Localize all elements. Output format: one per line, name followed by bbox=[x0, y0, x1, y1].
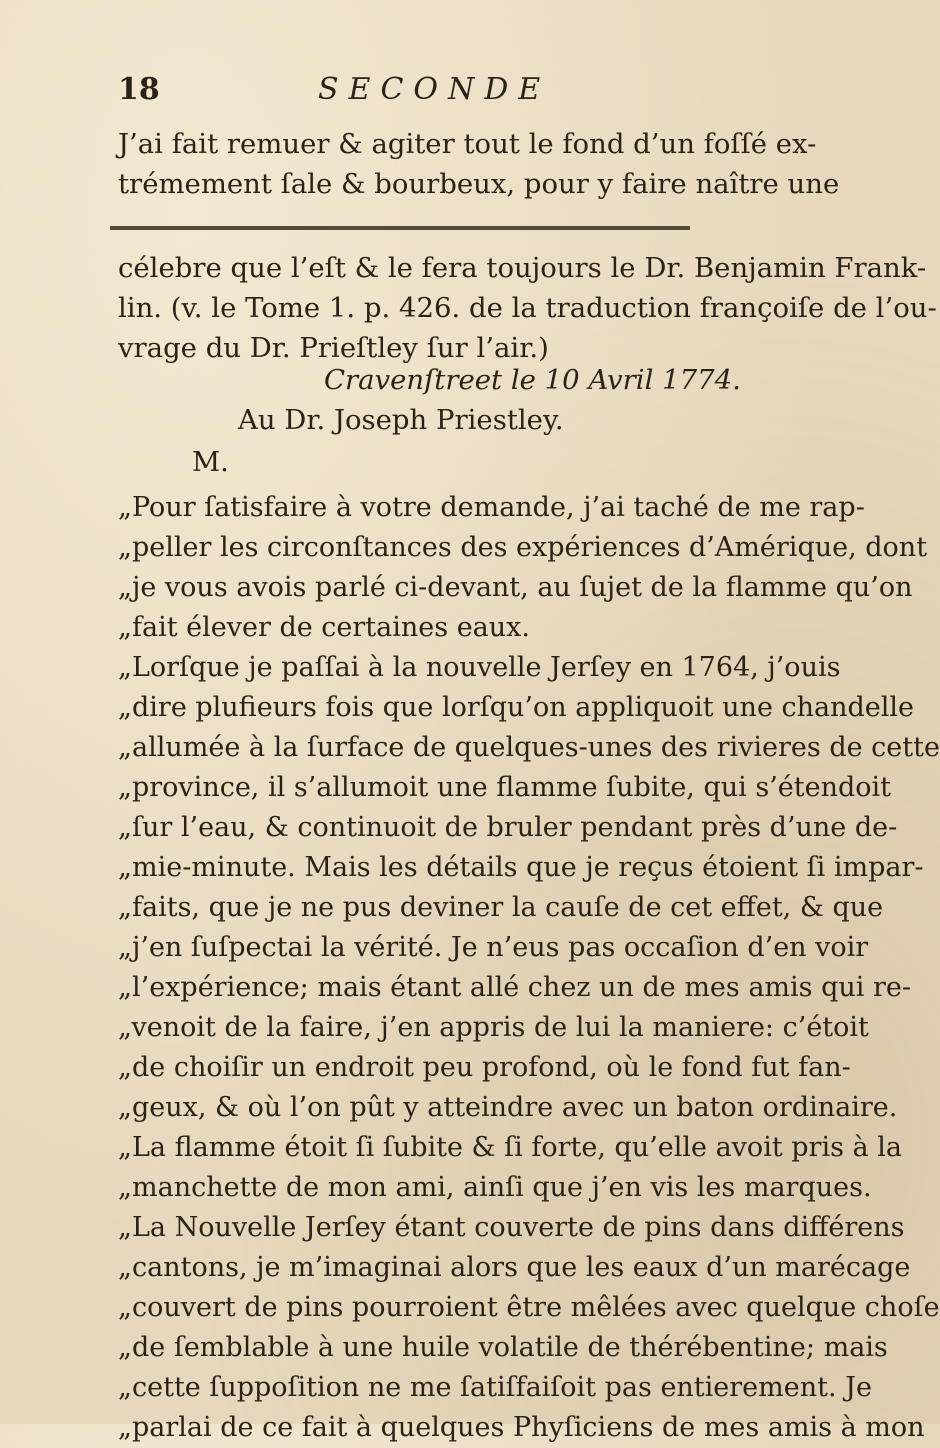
text-line: „manchette de mon ami, ainſi que j’en vis les marques. bbox=[118, 1172, 872, 1203]
page-header bbox=[118, 72, 678, 122]
intro-paragraph bbox=[118, 124, 840, 204]
text-line: „fait élever de certaines eaux. bbox=[118, 612, 530, 643]
text-line: J’ai fait remuer & agiter tout le fond d’un foſſé ex- bbox=[118, 128, 817, 160]
text-line: „parlai de ce fait à quelques Phyſiciens de mes amis à mon bbox=[118, 1412, 925, 1443]
text-line: „cette ſuppoſition ne me ſatiſfaiſoit pas entierement. Je bbox=[118, 1372, 872, 1403]
text-line: „de choiſir un endroit peu profond, où le fond fut fan- bbox=[118, 1052, 851, 1083]
horizontal-rule bbox=[110, 226, 690, 230]
text-line: „La flamme étoit ſi ſubite & ſi forte, qu’elle avoit pris à la bbox=[118, 1132, 902, 1163]
text-line: „mie-minute. Mais les détails que je reçus étoient ſi impar- bbox=[118, 852, 924, 883]
running-title: SECONDE bbox=[318, 72, 551, 107]
letter-body bbox=[118, 488, 940, 1448]
text-line: lin. (v. le Tome 1. p. 426. de la traduction françoiſe de l’ou- bbox=[118, 292, 937, 324]
text-line: trémement ſale & bourbeux, pour y faire naître une bbox=[118, 168, 840, 200]
note-paragraph bbox=[118, 248, 937, 368]
text-line: „ſur l’eau, & continuoit de bruler pendant près d’une de- bbox=[118, 812, 898, 843]
text-line: „j’en ſuſpectai la vérité. Je n’eus pas occaſion d’en voir bbox=[118, 932, 869, 963]
text-line: „allumée à la ſurface de quelques-unes des rivieres de cette bbox=[118, 732, 940, 763]
letter-addressee: Au Dr. Joseph Priestley. bbox=[238, 404, 564, 436]
text-line: „peller les circonſtances des expériences d’Amérique, dont bbox=[118, 532, 928, 563]
text-line: „venoit de la faire, j’en appris de lui la maniere: c’étoit bbox=[118, 1012, 869, 1043]
text-line: „dire plufieurs fois que lorſqu’on appliquoit une chandelle bbox=[118, 692, 915, 723]
text-line: „province, il s’allumoit une flamme ſubite, qui s’étendoit bbox=[118, 772, 892, 803]
text-line: „de ſemblable à une huile volatile de thérébentine; mais bbox=[118, 1332, 888, 1363]
letter-dateline: Cravenſtreet le 10 Avril 1774. bbox=[324, 364, 741, 396]
text-line: „cantons, je m’imaginai alors que les eaux d’un marécage bbox=[118, 1252, 911, 1283]
text-line: „l’expérience; mais étant allé chez un de mes amis qui re- bbox=[118, 972, 912, 1003]
text-line: célebre que l’eſt & le fera toujours le Dr. Benjamin Frank- bbox=[118, 252, 927, 284]
page-number: 18 bbox=[118, 72, 160, 107]
text-line: „geux, & où l’on pût y atteindre avec un baton ordinaire. bbox=[118, 1092, 898, 1123]
text-line: „Lorſque je paſſai à la nouvelle Jerſey en 1764, j’ouis bbox=[118, 652, 841, 683]
text-line: „faits, que je ne pus deviner la cauſe de cet effet, & que bbox=[118, 892, 884, 923]
text-line: vrage du Dr. Prieſtley ſur l’air.) bbox=[118, 332, 549, 364]
text-line: „Pour ſatisfaire à votre demande, j’ai taché de me rap- bbox=[118, 492, 865, 523]
text-line: „couvert de pins pourroient être mêlées avec quelque choſe bbox=[118, 1292, 940, 1323]
text-line: „La Nouvelle Jerſey étant couverte de pins dans différens bbox=[118, 1212, 905, 1243]
text-line: „je vous avois parlé ci-devant, au ſujet de la flamme qu’on bbox=[118, 572, 913, 603]
letter-salutation: M. bbox=[192, 446, 229, 478]
